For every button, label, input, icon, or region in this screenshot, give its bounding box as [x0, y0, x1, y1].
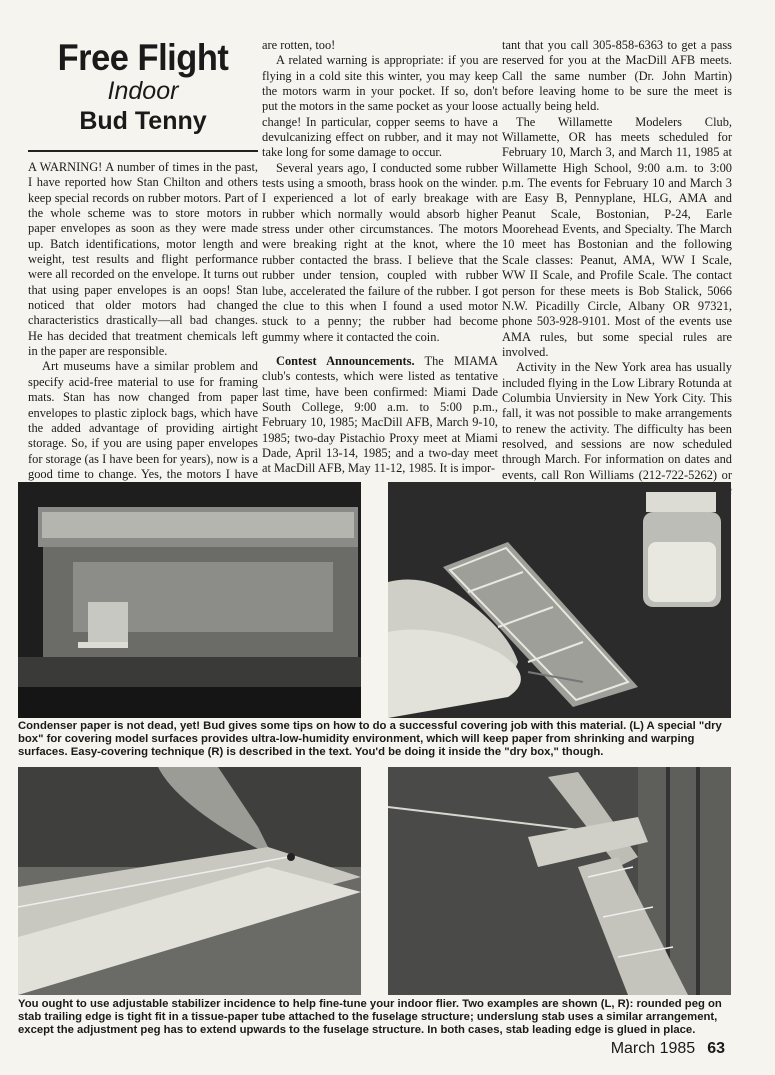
column-author: Bud Tenny — [79, 107, 207, 135]
column-title: Free Flight — [57, 37, 229, 78]
photo-rounded-peg — [18, 767, 361, 995]
paragraph-text: Activity in the New York area has usually included flying in the Low Library Rotunda at Columbia Unviersity in New York City. This fall, it was not possible to make arrangements to renew the activity. The difficulty has been resolved, and sessions are now scheduled through March. For information on dates and events, call Ron Williams (212-722-5262) or — [502, 360, 732, 482]
page-footer — [611, 1040, 725, 1058]
paragraph: A related warning is appropriate: if you are flying in a cold site this winter, you may keep the motors warm in your pocket. If so, don't put the motors in the same pocket as your loose change! In particular, copper seems to have a devulcanizing effect on rubber, and it may not take long for some damage to occur. — [262, 53, 498, 160]
page-number: 63 — [707, 1040, 725, 1057]
photo-covering-technique — [388, 482, 731, 718]
underslung-stab-image — [388, 767, 731, 995]
photo-caption-1: Condenser paper is not dead, yet! Bud gives some tips on how to do a successful covering job with this material. (L) A special "dry box" for covering model surfaces provides ultra-low-humidity environment, which will keep paper from shrinking and warping surfaces. Easy-covering technique (R) is described in the text. You'd be doing it inside the "dry box," though. — [18, 720, 722, 759]
section-heading: Contest Announcements. — [276, 353, 415, 368]
photo-dry-box — [18, 482, 361, 718]
paragraph: tant that you call 305-858-6363 to get a pass reserved for you at the MacDill AFB meets. Call the same number (Dr. John Martin) before leaving home to be sure the meet is actually being held. — [502, 38, 732, 114]
paragraph: are rotten, too! — [262, 38, 336, 52]
photo-underslung-stab — [388, 767, 731, 995]
header-rule — [28, 150, 258, 152]
column-header — [28, 38, 258, 138]
text-column-3 — [502, 38, 732, 514]
photo-caption-2: You ought to use adjustable stabilizer incidence to help fine-tune your indoor flier. Two examples are shown (L, R): rounded peg on stab trailing edge is tight fit in a tissue-paper tube attached to the fuselage structure; underslung stab uses a similar arrangement, except the adjustment peg has to extend upwards to the fuselage structure. In both cases, stab leading edge is glued in place. — [18, 998, 722, 1037]
section-body: The MIAMA club's contests, which were listed as tentative last time, have been confirmed: Miami Dade South College, 9:00 a.m. to 5:00 p.m., February 10, 1985; MacDill AFB, March 9-10, 1985; two-day Pistachio Proxy meet at Miami Dade, April 13-14, 1985; and a two-day meet at MacDill AFB, May 11-12, 1985. It is impor- — [262, 353, 499, 476]
paragraph — [262, 354, 498, 477]
paragraph: A WARNING! A number of times in the past, I have reported how Stan Chilton and others keep special records on rubber motors. Part of the whole scheme was to store motors in paper envelopes as soon as they were made up. Batch identifications, motor length and weight, test results and flight performance were all recorded on the envelope. It turns out that using paper envelopes is an oops! Stan noticed that older motors had changed characteristics drastically—all bad changes. He has decided that treatment chemicals left in the paper are responsible. — [28, 160, 258, 359]
paragraph: Art museums have a similar problem and specify acid-free material to use for framing mats. Stan has now changed from paper envelopes to plastic ziplock bags, which have the added advantage of providing airtight storage. So, if you are using paper envelopes for storage (as I have been for years), now is a good time to change. Yes, the motors I have — [28, 359, 258, 481]
column-subtitle: Indoor — [107, 77, 179, 105]
covering-technique-image — [388, 482, 731, 718]
rounded-peg-image — [18, 767, 361, 995]
text-column-1 — [28, 160, 258, 498]
issue-date: March 1985 — [610, 1040, 696, 1057]
text-column-2 — [262, 38, 498, 477]
paragraph: The Willamette Modelers Club, Willamette, OR has meets scheduled for February 10, March 3, and March 11, 1985 at Willamette High School, 9:00 a.m. to 3:00 p.m. The events for February 10 and March 3 are Easy B, Pennyplane, HLG, AMA and Peanut Scale, Bostonian, P-24, Earle Moorehead Events, and Specialty. The March 10 meet has Bostonian and the following Scale classes: Peanut, AMA, WW I Scale, WW II Scale, and Profile Scale. The contact person for these meets is Bob Stalick, 5066 N.W. Picadilly Circle, Albany OR 97321, phone 503-928-9101. Most of the events use AMA rules, but some special rules are involved. — [502, 114, 732, 359]
paragraph: Several years ago, I conducted some rubber tests using a smooth, brass hook on the winder. I experienced a lot of early breakage with rubber which normally would absorb higher stress under other circumstances. The motors were breaking right at the knot, where the rubber contacted the brass. I believe that the rubber under tension, coupled with rubber lube, accelerated the failure of the rubber. I got the clue to this when I found a used motor stuck to a penny; the rubber had become gummy where it contacted the coin. — [262, 160, 498, 344]
dry-box-image — [18, 482, 361, 718]
